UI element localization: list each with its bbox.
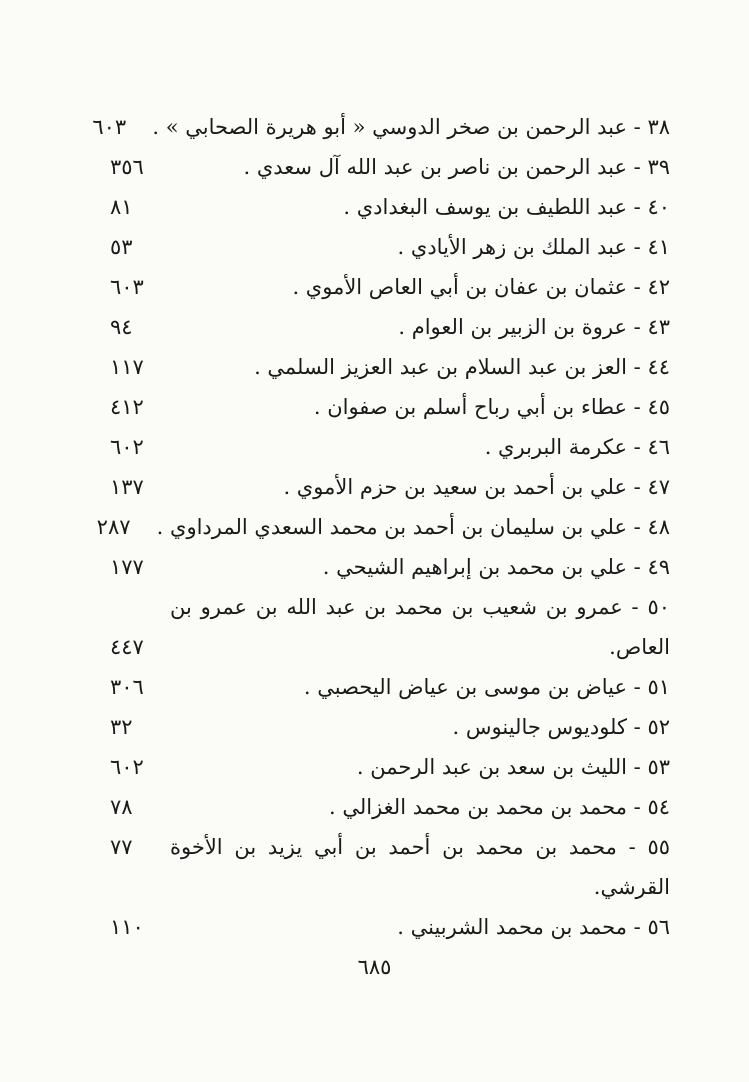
entry-page-number: ١٣٧: [110, 475, 144, 499]
entry-page-number: ٧٨: [110, 795, 133, 819]
index-entry-55: [110, 827, 670, 907]
entry-name: ٤٢ - عثمان بن عفان بن أبي العاص الأموي .: [292, 275, 670, 299]
entry-name: ٤٩ - علي بن محمد بن إبراهيم الشيحي .: [322, 555, 670, 579]
index-entry-53: [110, 747, 670, 787]
entry-name: ٤٠ - عبد اللطيف بن يوسف البغدادي .: [343, 195, 670, 219]
index-entry-38: [92, 107, 670, 147]
index-entry-52: [110, 707, 670, 747]
index-entry-56: [110, 907, 670, 947]
index-entry-40: [110, 187, 670, 227]
entry-name: ٥١ - عياض بن موسى بن عياض اليحصبي .: [303, 675, 670, 699]
index-entry-42: [110, 267, 670, 307]
entry-page-number: ٦٠٣: [110, 275, 144, 299]
entry-name: ٤٥ - عطاء بن أبي رباح أسلم بن صفوان .: [313, 395, 670, 419]
entry-name: ٥٥ - محمد بن محمد بن أحمد بن أبي يزيد بن الأخوة القرشي.: [170, 835, 670, 899]
index-entry-50: [110, 587, 670, 667]
entry-page-number: ٣٢: [110, 715, 133, 739]
entry-name: ٤٨ - علي بن سليمان بن أحمد بن محمد السعدي المرداوي .: [156, 515, 670, 539]
entry-name: ٥٣ - الليث بن سعد بن عبد الرحمن .: [356, 755, 670, 779]
entry-name: ٤٣ - عروة بن الزبير بن العوام .: [398, 315, 670, 339]
entry-page-number: ٥٣: [110, 235, 133, 259]
entry-page-number: ٤١٢: [110, 395, 144, 419]
entry-page-number: ٢٨٧: [96, 515, 131, 539]
index-entry-44: [110, 347, 670, 387]
entry-name: ٣٩ - عبد الرحمن بن ناصر بن عبد الله آل سعدي .: [243, 155, 670, 179]
entry-page-number: ٧٧: [110, 835, 133, 859]
entry-name: ٣٨ - عبد الرحمن بن صخر الدوسي « أبو هريرة الصحابي » .: [152, 115, 670, 139]
index-entry-51: [110, 667, 670, 707]
entry-name: ٥٦ - محمد بن محمد الشربيني .: [397, 915, 670, 939]
entry-page-number: ٣٥٦: [110, 155, 144, 179]
entry-page-number: ٩٤: [110, 315, 133, 339]
index-entry-47: [110, 467, 670, 507]
index-entry-49: [110, 547, 670, 587]
entry-page-number: ١١٧: [110, 355, 144, 379]
index-entry-48: [96, 507, 670, 547]
entry-page-number: ٦٠٣: [92, 115, 127, 139]
entry-page-number: ١١٠: [110, 915, 144, 939]
index-entry-39: [110, 147, 670, 187]
entry-name: ٤٤ - العز بن عبد السلام بن عبد العزيز السلمي .: [254, 355, 670, 379]
index-entry-43: [110, 307, 670, 347]
entry-page-number: ٤٤٧: [110, 635, 144, 659]
entry-page-number: ٨١: [110, 195, 133, 219]
entry-page-number: ٦٠٢: [110, 435, 144, 459]
entry-page-number: ٣٠٦: [110, 675, 144, 699]
entry-name: ٤٦ - عكرمة البربري .: [484, 435, 670, 459]
entry-name: ٥٠ - عمرو بن شعيب بن محمد بن عبد الله بن عمرو بن العاص.: [170, 595, 670, 659]
entry-name: ٤١ - عبد الملك بن زهر الأيادي .: [397, 235, 670, 259]
index-entry-54: [110, 787, 670, 827]
index-entry-46: [110, 427, 670, 467]
index-list: [92, 107, 670, 947]
entry-name: ٥٢ - كلوديوس جالينوس .: [452, 715, 670, 739]
index-entry-41: [110, 227, 670, 267]
index-entry-45: [110, 387, 670, 427]
entry-name: ٤٧ - علي بن أحمد بن سعيد بن حزم الأموي .: [283, 475, 670, 499]
entry-name: ٥٤ - محمد بن محمد بن محمد الغزالي .: [329, 795, 670, 819]
entry-page-number: ٦٠٢: [110, 755, 144, 779]
page-number: ٦٨٥: [357, 955, 392, 979]
entry-page-number: ١٧٧: [110, 555, 144, 579]
